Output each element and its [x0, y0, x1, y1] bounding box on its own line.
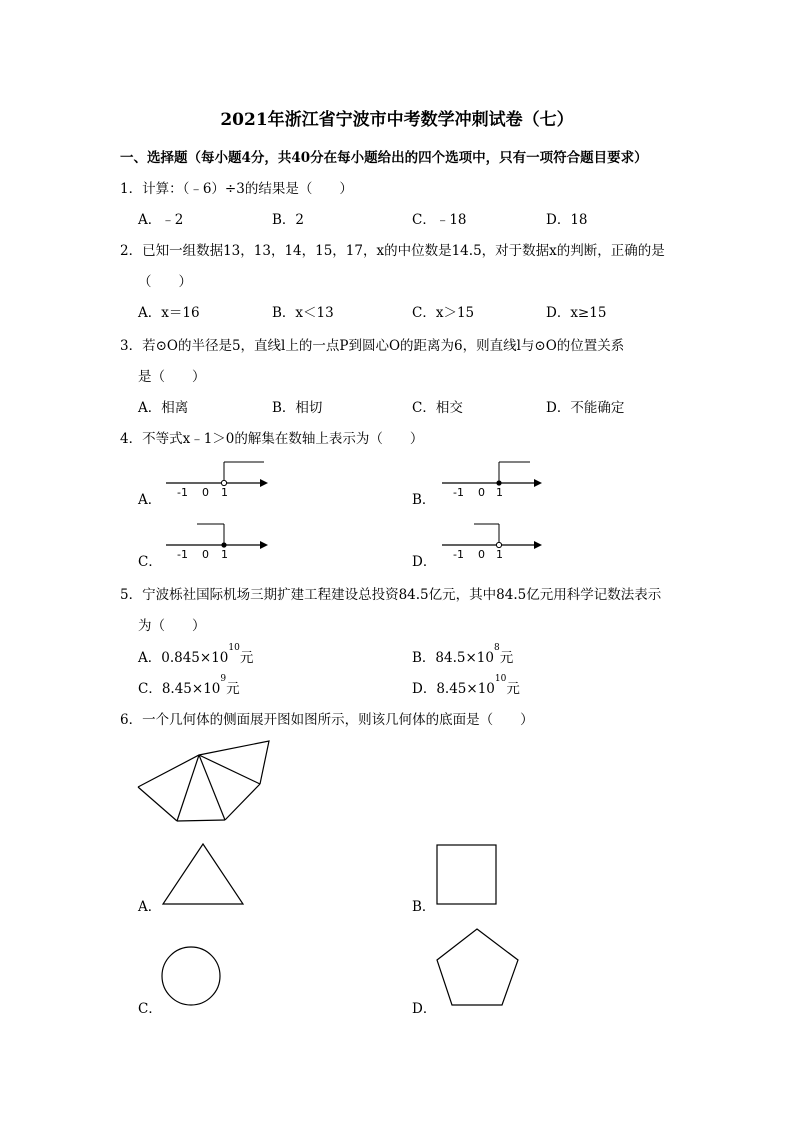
- q5-option-c: C．$8.45\times 10^9$元: [138, 674, 240, 697]
- tick-label: -1: [177, 486, 188, 499]
- q6-option-c: C．: [138, 1001, 162, 1017]
- q3-option-c: C．相交: [412, 400, 463, 416]
- tick-label: 1: [221, 548, 228, 561]
- q4-option-a: A．: [138, 492, 162, 508]
- q1-option-b: B．2: [272, 212, 305, 228]
- q1-option-d: D．18: [546, 212, 588, 228]
- q6-option-d: D．: [412, 1001, 437, 1017]
- q4-option-c: C．: [138, 554, 162, 570]
- q1-option-c: C．﹣18: [412, 212, 467, 228]
- tick-label: 1: [496, 486, 503, 499]
- q3-option-a: A．相离: [138, 400, 189, 416]
- question-2-stem: 2．已知一组数据13，13，14，15，17，x的中位数是14.5，对于数据x的判断，正确的是: [120, 243, 665, 259]
- question-3-stem: 3．若⊙O的半径是5，直线l上的一点P到圆心O的距离为6，则直线l与⊙O的位置关系: [120, 338, 625, 354]
- tick-label: -1: [453, 486, 464, 499]
- q5-option-d: D．$8.45\times 10^{10}$元: [412, 674, 520, 697]
- tick-label: -1: [453, 548, 464, 561]
- tick-label: 1: [221, 486, 228, 499]
- q4-option-d: D．: [412, 554, 437, 570]
- pentagon-shape: [437, 929, 518, 1005]
- question-2-stem-cont: （ ）: [138, 274, 192, 290]
- page-title: 2021年浙江省宁波市中考数学冲刺试卷（七）: [220, 110, 574, 130]
- question-6-stem: 6．一个几何体的侧面展开图如图所示，则该几何体的底面是（ ）: [120, 712, 534, 728]
- tick-label: 1: [496, 548, 503, 561]
- tick-label: 0: [478, 548, 485, 561]
- q5-option-a: A．$0.845\times 10^{10}$元: [138, 643, 254, 666]
- question-5-stem: 5．宁波栎社国际机场三期扩建工程建设总投资84.5亿元，其中84.5亿元用科学记数法表示: [120, 587, 662, 603]
- q2-option-b: B．x＜13: [272, 305, 334, 321]
- q1-option-a: A．﹣2: [138, 212, 184, 228]
- q4-option-b: B．: [412, 492, 436, 508]
- q6-option-a: A．: [138, 899, 162, 915]
- question-3-stem-cont: 是（ ）: [138, 369, 206, 385]
- tick-label: 0: [478, 486, 485, 499]
- square-shape: [437, 845, 496, 904]
- question-5-stem-cont: 为（ ）: [138, 618, 206, 634]
- question-4-stem: 4．不等式x﹣1＞0的解集在数轴上表示为（ ）: [120, 431, 424, 447]
- q2-option-d: D．x≥15: [546, 305, 607, 321]
- lateral-net-figure: [138, 741, 269, 821]
- q3-option-b: B．相切: [272, 400, 323, 416]
- q2-option-a: A．x＝16: [138, 305, 200, 321]
- q2-option-c: C．x＞15: [412, 305, 475, 321]
- question-1-stem: 1．计算：（﹣6）÷3的结果是（ ）: [120, 181, 353, 197]
- section-heading: 一、选择题（每小题4分，共40分在每小题给出的四个选项中，只有一项符合题目要求）: [120, 150, 648, 166]
- tick-label: -1: [177, 548, 188, 561]
- tick-label: 0: [202, 486, 209, 499]
- q3-option-d: D．不能确定: [546, 400, 625, 416]
- triangle-shape: [163, 844, 243, 904]
- tick-label: 0: [202, 548, 209, 561]
- q5-option-b: B．$84.5\times 10^8$元: [412, 643, 514, 666]
- circle-shape: [162, 947, 220, 1005]
- q6-option-b: B．: [412, 899, 436, 915]
